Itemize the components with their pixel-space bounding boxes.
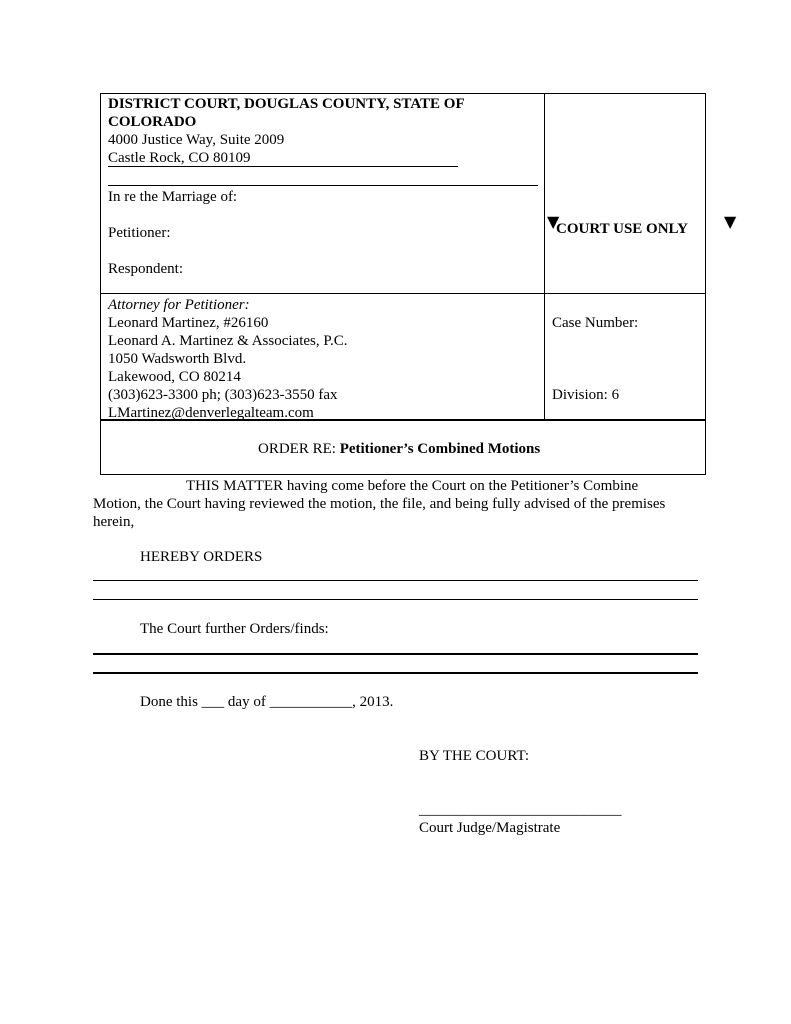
attorney-street: 1050 Wadsworth Blvd. <box>108 351 247 367</box>
parties-rule <box>108 185 538 186</box>
body-paragraph-line1: THIS MATTER having come before the Court on the Petitioner’s Combine <box>186 478 639 494</box>
attorney-phone: (303)623-3300 ph; (303)623-3550 fax <box>108 387 338 403</box>
order-title-text: Petitioner’s Combined Motions <box>339 441 541 457</box>
attorney-label <box>108 296 250 314</box>
in-re-label: In re the Marriage of: <box>108 189 238 205</box>
respondent-label: Respondent: <box>108 261 183 277</box>
findings-blank-line-1 <box>93 653 698 655</box>
further-orders: The Court further Orders/finds: <box>140 621 329 637</box>
petitioner-label: Petitioner: <box>108 225 171 241</box>
signature-line: ___________________________ <box>419 802 622 818</box>
attorney-name: Leonard Martinez, #26160 <box>108 315 269 331</box>
order-title <box>258 440 540 458</box>
attorney-email: LMartinez@denverlegalteam.com <box>108 405 314 421</box>
attorney-city: Lakewood, CO 80214 <box>108 369 241 385</box>
caption-divider-middle <box>100 293 706 294</box>
court-name-line2: COLORADO <box>108 114 197 130</box>
triangle-down-icon: ▼ <box>724 212 737 231</box>
findings-blank-line-2 <box>93 672 698 674</box>
orders-blank-line-2 <box>93 599 698 600</box>
caption-column-divider <box>544 93 545 419</box>
court-name-line1: DISTRICT COURT, DOUGLAS COUNTY, STATE OF <box>108 96 465 112</box>
court-use-only-label: COURT USE ONLY <box>556 221 689 237</box>
court-address-line1: 4000 Justice Way, Suite 2009 <box>108 132 285 148</box>
body-paragraph-line2: Motion, the Court having reviewed the motion, the file, and being fully advised of the premises <box>93 496 666 512</box>
case-number-label: Case Number: <box>552 315 639 331</box>
judge-label: Court Judge/Magistrate <box>419 820 561 836</box>
address-underline <box>108 166 458 167</box>
attorney-label-text: Attorney for Petitioner: <box>108 297 250 313</box>
hereby-orders: HEREBY ORDERS <box>140 549 263 565</box>
division-label: Division: 6 <box>552 387 620 403</box>
order-title-prefix: ORDER RE: <box>258 441 340 457</box>
by-the-court: BY THE COURT: <box>419 748 530 764</box>
orders-blank-line-1 <box>93 580 698 581</box>
court-address-line2: Castle Rock, CO 80109 <box>108 150 251 166</box>
done-this-line: Done this ___ day of ___________, 2013. <box>140 694 394 710</box>
body-paragraph-line3: herein, <box>93 514 135 530</box>
triangle-down-icon: ▼ <box>547 212 560 231</box>
attorney-firm: Leonard A. Martinez & Associates, P.C. <box>108 333 348 349</box>
